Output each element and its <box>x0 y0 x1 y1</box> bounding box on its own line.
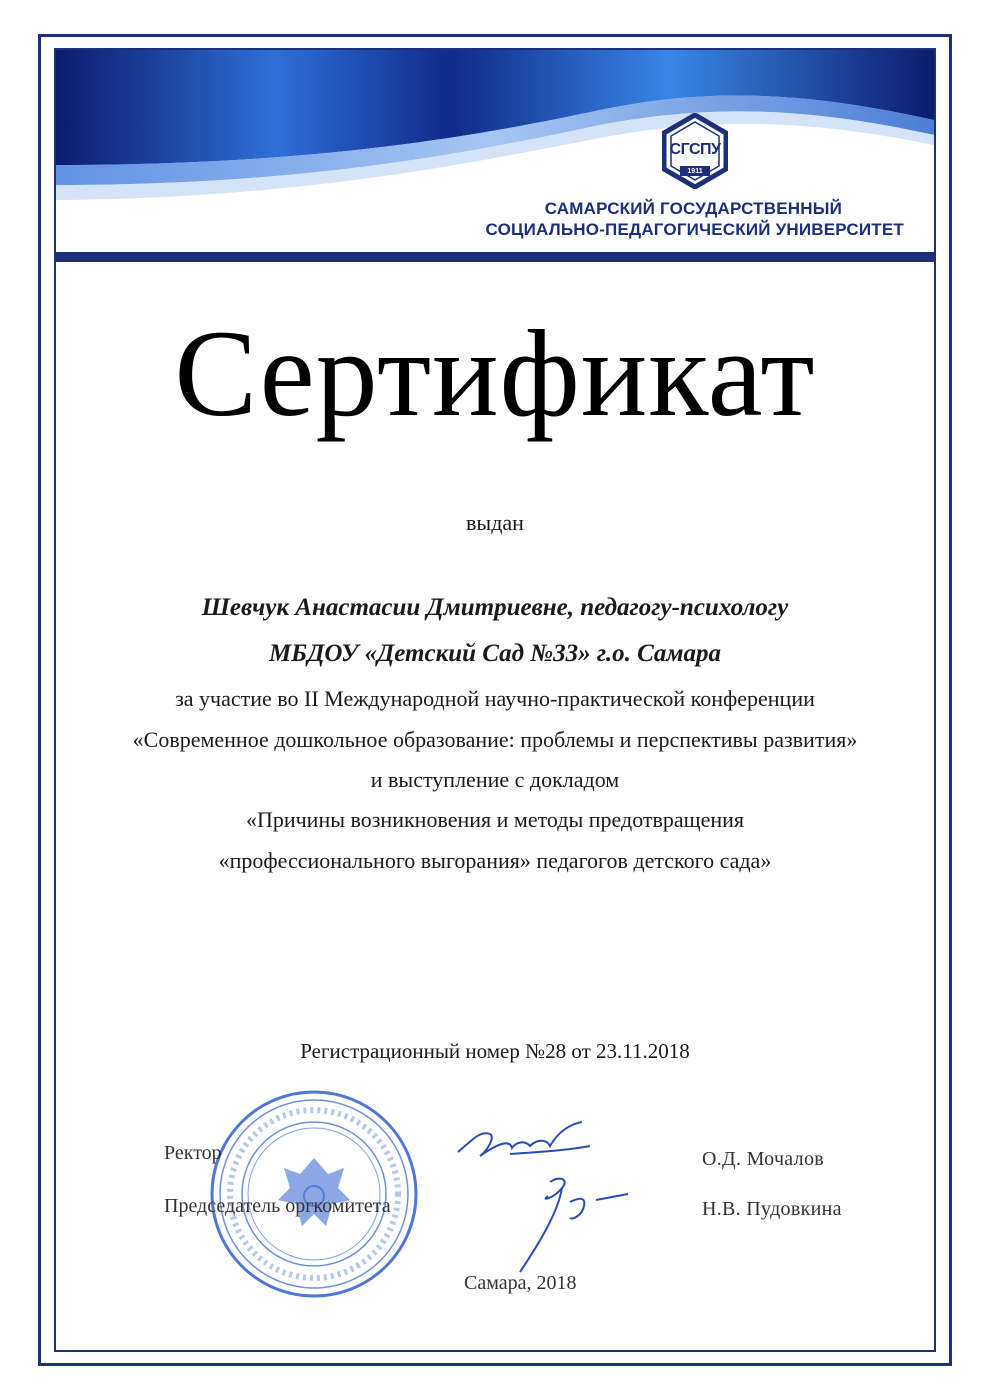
chair-signature <box>500 1172 640 1282</box>
rector-name: О.Д. Мочалов <box>702 1148 824 1170</box>
issued-label: выдан <box>466 510 524 535</box>
chair-name: Н.В. Пудовкина <box>702 1198 842 1220</box>
body-line: «Причины возникновения и методы предотвращения <box>245 807 745 832</box>
rector-label: Ректор <box>164 1142 222 1164</box>
chair-label: Председатель оргкомитета <box>164 1195 391 1217</box>
body-line: «профессионального выгорания» педагогов детского сада» <box>218 848 772 873</box>
registration-number: Регистрационный номер №28 от 23.11.2018 <box>300 1039 690 1063</box>
recipient-name: Шевчук Анастасии Дмитриевне, педагогу-психологу <box>201 594 789 621</box>
body-line: за участие во II Международной научно-практической конференции <box>175 686 815 711</box>
university-logo <box>662 113 728 189</box>
logo-text: СГСПУ <box>669 141 721 158</box>
city-year: Самара, 2018 <box>464 1272 577 1294</box>
certificate-title: Сертификат <box>174 305 816 442</box>
body-line: «Современное дошкольное образование: проблемы и перспективы развития» <box>132 727 858 752</box>
rector-signature <box>450 1112 600 1172</box>
logo-year: 1911 <box>687 168 703 175</box>
official-seal-stamp <box>208 1088 420 1300</box>
recipient-organization: МБДОУ «Детский Сад №33» г.о. Самара <box>268 640 722 667</box>
university-name-line1: САМАРСКИЙ ГОСУДАРСТВЕННЫЙ <box>544 199 842 218</box>
body-line: и выступление с докладом <box>370 767 620 792</box>
university-name-line2: СОЦИАЛЬНО-ПЕДАГОГИЧЕСКИЙ УНИВЕРСИТЕТ <box>485 220 904 239</box>
